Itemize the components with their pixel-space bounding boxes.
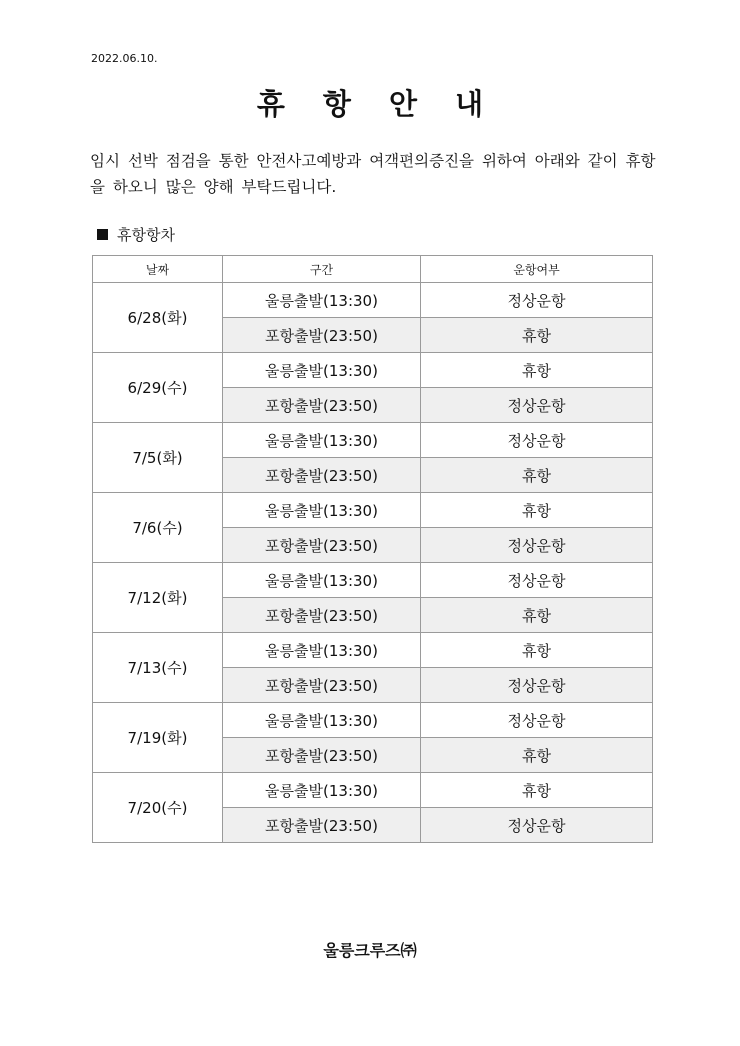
date-cell: 6/29(수) [93, 353, 223, 423]
table-row [93, 633, 653, 668]
notice-intro: 임시 선박 점검을 통한 안전사고예방과 여객편의증진을 위하여 아래와 같이 휴항을 하오니 많은 양해 부탁드립니다. [90, 152, 656, 196]
table-header-row [93, 256, 653, 283]
route-cell: 울릉출발(13:30) [223, 283, 421, 318]
status-cell: 휴항 [421, 493, 653, 528]
table-row [93, 493, 653, 528]
date-cell: 7/6(수) [93, 493, 223, 563]
table-row [93, 283, 653, 318]
route-cell: 울릉출발(13:30) [223, 703, 421, 738]
route-cell: 포항출발(23:50) [223, 808, 421, 843]
date-cell: 7/5(화) [93, 423, 223, 493]
route-cell: 울릉출발(13:30) [223, 423, 421, 458]
route-cell: 포항출발(23:50) [223, 668, 421, 703]
route-cell: 울릉출발(13:30) [223, 493, 421, 528]
header-date: 날짜 [93, 256, 223, 283]
status-cell: 정상운항 [421, 563, 653, 598]
status-cell: 휴항 [421, 318, 653, 353]
route-cell: 포항출발(23:50) [223, 738, 421, 773]
table-row [93, 353, 653, 388]
section-label: 휴항항차 [117, 226, 175, 244]
status-cell: 정상운항 [421, 283, 653, 318]
route-cell: 울릉출발(13:30) [223, 633, 421, 668]
status-cell: 휴항 [421, 598, 653, 633]
status-cell: 정상운항 [421, 388, 653, 423]
header-status: 운항여부 [421, 256, 653, 283]
status-cell: 정상운항 [421, 528, 653, 563]
notice-title: 휴 항 안 내 [256, 87, 498, 121]
company-name: 울릉크루즈㈜ [323, 941, 417, 960]
route-cell: 포항출발(23:50) [223, 458, 421, 493]
date-cell: 7/12(화) [93, 563, 223, 633]
date-cell: 7/13(수) [93, 633, 223, 703]
header-route: 구간 [223, 256, 421, 283]
date-cell: 7/20(수) [93, 773, 223, 843]
status-cell: 정상운항 [421, 703, 653, 738]
status-cell: 휴항 [421, 633, 653, 668]
status-cell: 휴항 [421, 738, 653, 773]
table-row [93, 563, 653, 598]
status-cell: 정상운항 [421, 668, 653, 703]
suspension-table [92, 255, 653, 843]
table-row [93, 423, 653, 458]
status-cell: 휴항 [421, 458, 653, 493]
route-cell: 울릉출발(13:30) [223, 773, 421, 808]
status-cell: 휴항 [421, 353, 653, 388]
date-cell: 6/28(화) [93, 283, 223, 353]
route-cell: 포항출발(23:50) [223, 528, 421, 563]
square-bullet-icon [97, 229, 108, 240]
status-cell: 정상운항 [421, 423, 653, 458]
date-cell: 7/19(화) [93, 703, 223, 773]
table-row [93, 703, 653, 738]
table-row [93, 773, 653, 808]
table-body [93, 283, 653, 843]
status-cell: 정상운항 [421, 808, 653, 843]
notice-date: 2022.06.10. [91, 52, 158, 65]
route-cell: 포항출발(23:50) [223, 388, 421, 423]
route-cell: 울릉출발(13:30) [223, 353, 421, 388]
route-cell: 포항출발(23:50) [223, 318, 421, 353]
section-heading [97, 224, 175, 245]
status-cell: 휴항 [421, 773, 653, 808]
route-cell: 울릉출발(13:30) [223, 563, 421, 598]
route-cell: 포항출발(23:50) [223, 598, 421, 633]
